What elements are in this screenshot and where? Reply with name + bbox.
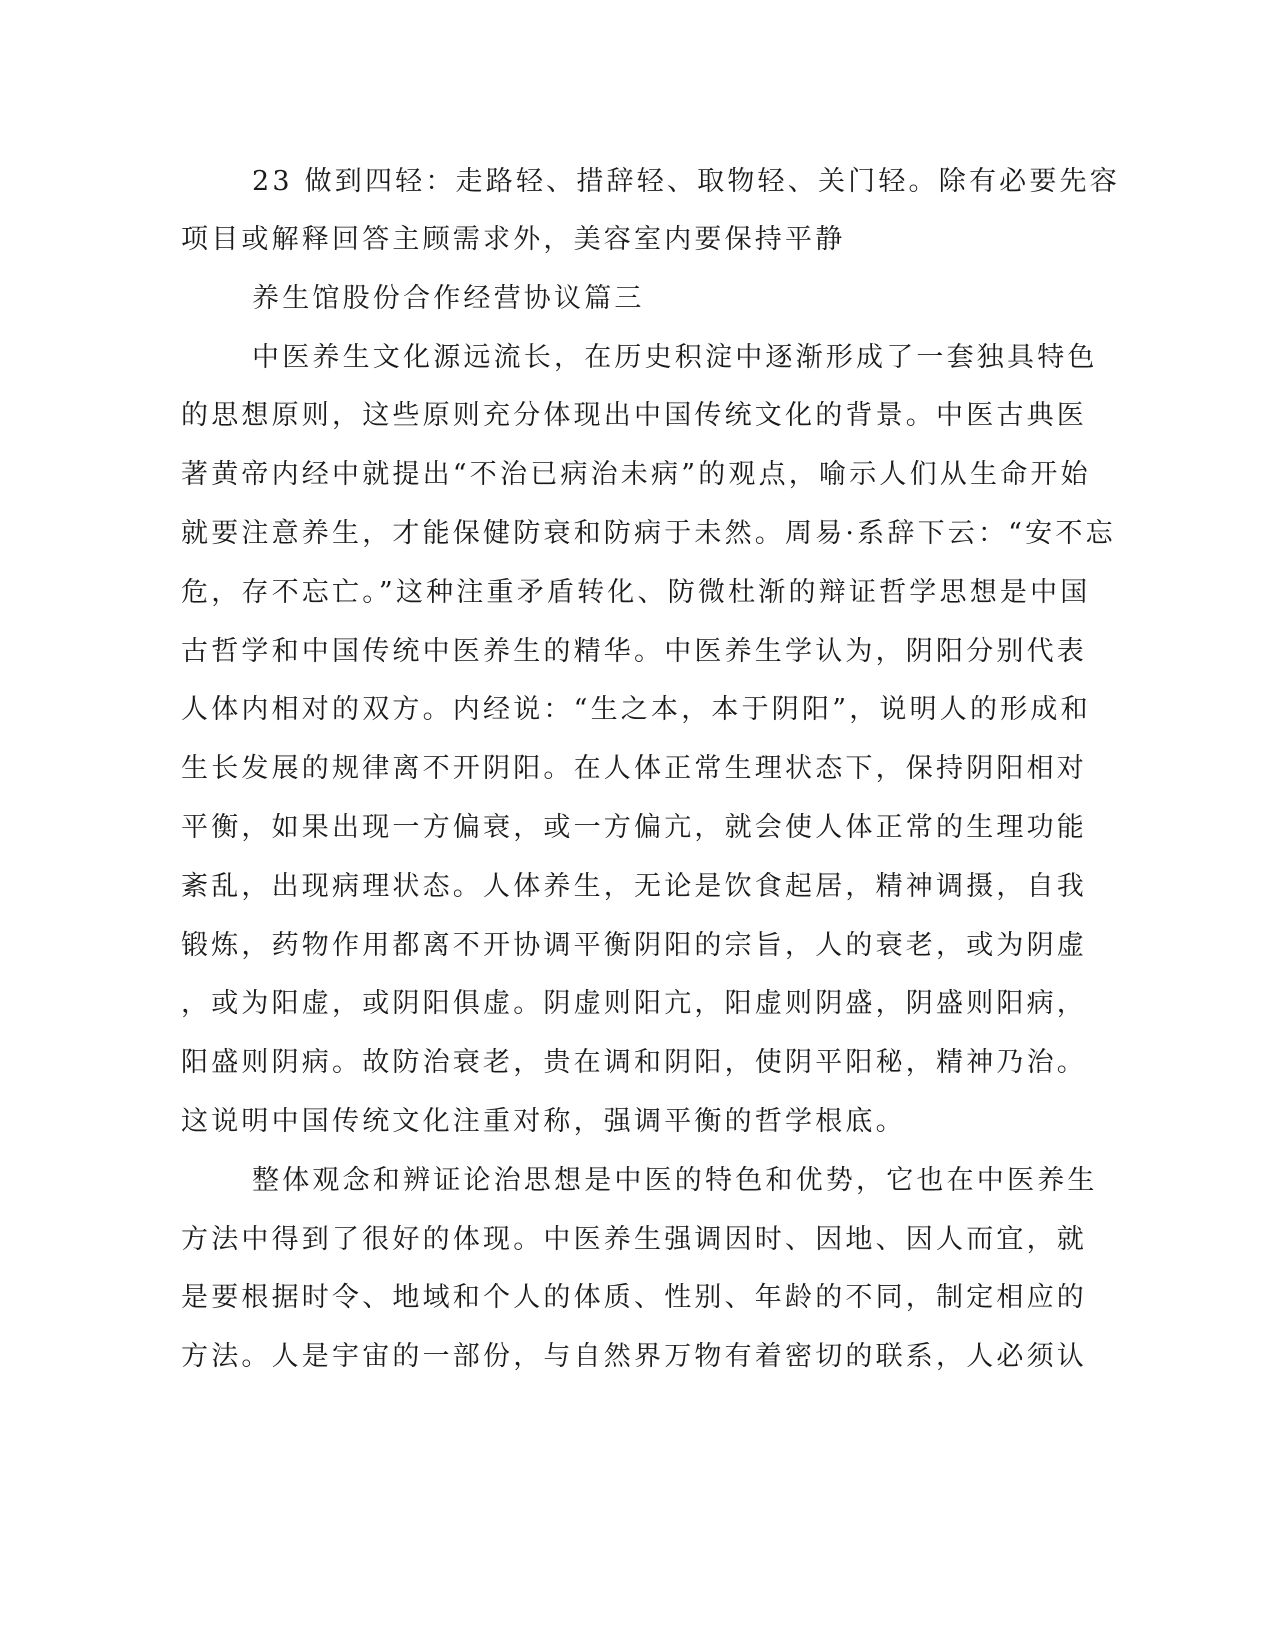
text-line: 人体内相对的双方。内经说：“生之本，本于阴阳”，说明人的形成和 <box>181 694 1091 725</box>
text-line: 这说明中国传统文化注重对称，强调平衡的哲学根底。 <box>181 1106 906 1137</box>
text-line: 阳盛则阴病。故防治衰老，贵在调和阴阳，使阴平阳秘，精神乃治。 <box>181 1047 1087 1078</box>
text-line: 古哲学和中国传统中医养生的精华。中医养生学认为，阴阳分别代表 <box>181 636 1087 667</box>
text-line: 是要根据时令、地域和个人的体质、性别、年龄的不同，制定相应的 <box>181 1282 1087 1313</box>
text-line: 平衡，如果出现一方偏衰，或一方偏亢，就会使人体正常的生理功能 <box>181 812 1087 843</box>
text-line: 锻炼，药物作用都离不开协调平衡阴阳的宗旨，人的衰老，或为阴虚 <box>181 930 1087 961</box>
text-line: 就要注意养生，才能保健防衰和防病于未然。周易·系辞下云：“安不忘 <box>181 518 1116 549</box>
text-line: 中医养生文化源远流长，在历史积淀中逐渐形成了一套独具特色 <box>252 342 1098 373</box>
text-line: ，或为阳虚，或阴阳俱虚。阴虚则阳亢，阳虚则阴盛，阴盛则阳病， <box>181 988 1087 1019</box>
text-line: 著黄帝内经中就提出“不治已病治未病”的观点，喻示人们从生命开始 <box>181 459 1091 490</box>
text-line: 整体观念和辨证论治思想是中医的特色和优势，它也在中医养生 <box>252 1165 1098 1196</box>
text-line: 危，存不忘亡。”这种注重矛盾转化、防微杜渐的辩证哲学思想是中国 <box>181 577 1091 608</box>
section-heading: 养生馆股份合作经营协议篇三 <box>252 283 645 314</box>
text-line: 的思想原则，这些原则充分体现出中国传统文化的背景。中医古典医 <box>181 400 1087 431</box>
text-line: 紊乱，出现病理状态。人体养生，无论是饮食起居，精神调摄，自我 <box>181 871 1087 902</box>
text-line: 项目或解释回答主顾需求外，美容室内要保持平静 <box>181 224 846 255</box>
text-line: 方法中得到了很好的体现。中医养生强调因时、因地、因人而宜，就 <box>181 1224 1087 1255</box>
text-line: 方法。人是宇宙的一部份，与自然界万物有着密切的联系，人必须认 <box>181 1341 1087 1372</box>
text-line: 生长发展的规律离不开阴阳。在人体正常生理状态下，保持阴阳相对 <box>181 753 1087 784</box>
text-line: 23 做到四轻：走路轻、措辞轻、取物轻、关门轻。除有必要先容 <box>252 166 1120 197</box>
